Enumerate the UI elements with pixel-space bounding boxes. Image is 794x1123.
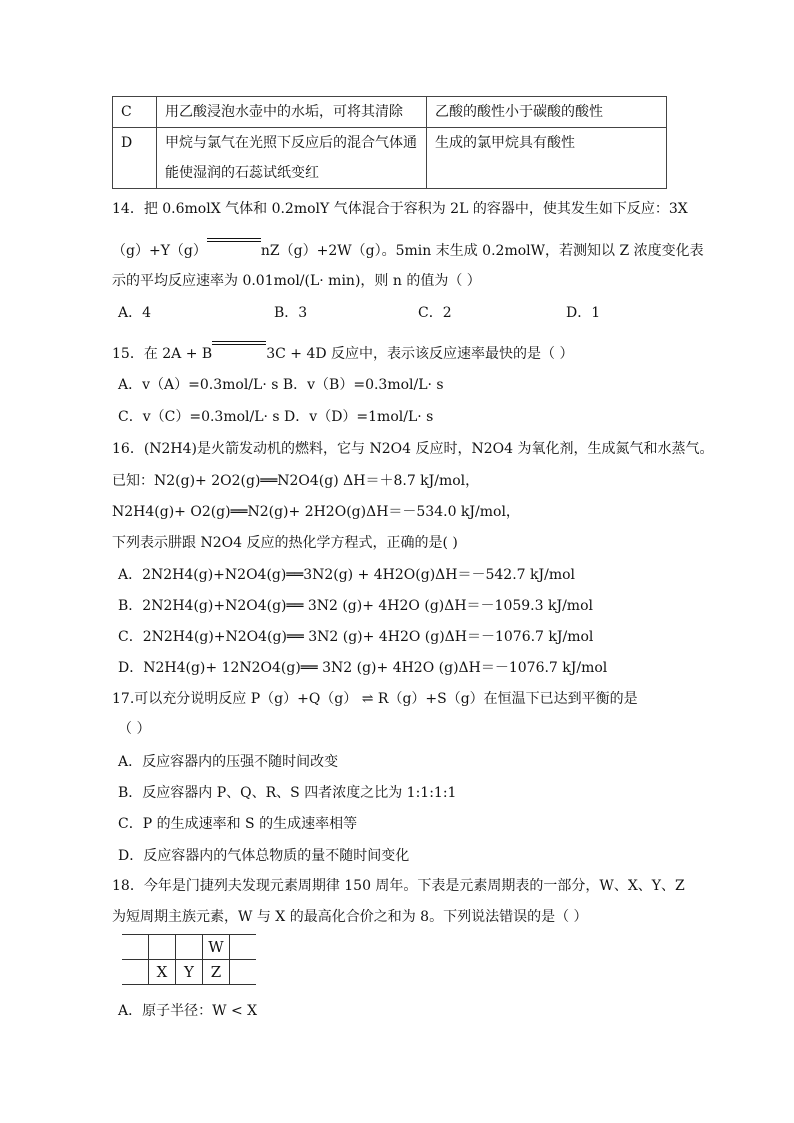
q16-option-d: D．N2H4(g)+ 12N2O4(g)══ 3N2 (g)+ 4H2O (g)ΔH＝－1076.7 kJ/mol [118, 660, 608, 676]
q14-option-c: C．2 [418, 305, 452, 321]
q17-option-a: A．反应容器内的压强不随时间改变 [118, 754, 339, 770]
table-cell-operation: 用乙酸浸泡水壶中的水垢，可将其清除 [157, 97, 427, 128]
q17-option-c: C．P 的生成速率和 S 的生成速率相等 [118, 816, 358, 832]
q15-stem-left: 15．在 2A + B [112, 346, 213, 362]
operation-line: 能使湿润的石蕊试纸变红 [165, 165, 319, 181]
grid-cell: W [203, 935, 230, 960]
q15-options-row1: A．v（A）=0.3mol/L· s B．v（B）=0.3mol/L· s [118, 377, 444, 393]
grid-cell: Y [176, 960, 203, 985]
grid-cell [122, 935, 149, 960]
table-cell-conclusion: 生成的氯甲烷具有酸性 [427, 128, 667, 189]
q16-line2: 已知：N2(g)+ 2O2(g)══N2O4(g) ΔH＝＋8.7 kJ/mol， [112, 473, 480, 489]
q16-line3: N2H4(g)+ O2(g)══N2(g)+ 2H2O(g)ΔH＝－534.0 kJ/mol， [112, 504, 520, 520]
grid-cell [230, 960, 257, 985]
q18-option-a: A．原子半径：W < X [118, 1003, 258, 1019]
grid-cell [176, 935, 203, 960]
q18-line1: 18．今年是门捷列夫发现元素周期律 150 周年。下表是元素周期表的一部分，W、X、Y、Z [112, 878, 685, 894]
table-row [122, 935, 256, 960]
q17-stem: 17.可以充分说明反应 P（g）+Q（g） ⇌ R（g）+S（g）在恒温下已达到平衡的是 [112, 691, 638, 707]
table-cell-letter: D [113, 128, 157, 189]
q14-line2-right: nZ（g）+2W（g）。5min 末生成 0.2molW，若测知以 Z 浓度变化表 [260, 243, 704, 259]
q14-option-a: A．4 [118, 305, 152, 321]
q15-stem-right: 3C + 4D 反应中，表示该反应速率最快的是（ ） [266, 346, 574, 362]
options-table [112, 96, 667, 189]
q17-option-d: D．反应容器内的气体总物质的量不随时间变化 [118, 848, 410, 864]
table-cell-letter: C [113, 97, 157, 128]
q16-option-c: C．2N2H4(g)+N2O4(g)══ 3N2 (g)+ 4H2O (g)ΔH＝－1076.7 kJ/mol [118, 629, 594, 645]
grid-cell [149, 935, 176, 960]
q16-line4: 下列表示肼跟 N2O4 反应的热化学方程式，正确的是( ) [112, 535, 458, 551]
grid-cell: X [149, 960, 176, 985]
q18-line2: 为短周期主族元素，W 与 X 的最高化合价之和为 8。下列说法错误的是（ ） [112, 909, 588, 925]
table-row [113, 128, 667, 189]
q14-line2-left: （g）+Y（g） [112, 243, 207, 259]
grid-cell [122, 960, 149, 985]
grid-cell: Z [203, 960, 230, 985]
table-cell-conclusion: 乙酸的酸性小于碳酸的酸性 [427, 97, 667, 128]
periodic-table-fragment [122, 934, 256, 985]
operation-line: 甲烷与氯气在光照下反应后的混合气体通 [165, 135, 417, 151]
table-cell-operation [157, 128, 427, 189]
q17-option-b: B．反应容器内 P、Q、R、S 四者浓度之比为 1:1:1:1 [118, 785, 457, 801]
equals-sign-icon [212, 347, 266, 361]
equals-sign-icon [207, 244, 261, 258]
q16-option-a: A．2N2H4(g)+N2O4(g)══3N2(g) + 4H2O(g)ΔH＝－542.7 kJ/mol [118, 567, 576, 583]
q15-stem [112, 343, 573, 363]
q17-paren: （ ） [118, 721, 151, 737]
table-row [122, 960, 256, 985]
table-row [113, 97, 667, 128]
q16-line1: 16．(N2H4)是火箭发动机的燃料，它与 N2O4 反应时，N2O4 为氧化剂，生成氮气和水蒸气。 [112, 441, 714, 457]
q14-line3: 示的平均反应速率为 0.01mol/(L· min)，则 n 的值为（ ） [112, 273, 481, 289]
q14-line1: 14．把 0.6molX 气体和 0.2molY 气体混合于容积为 2L 的容器中，使其发生如下反应：3X [112, 201, 688, 217]
q14-option-b: B．3 [274, 305, 308, 321]
q16-option-b: B．2N2H4(g)+N2O4(g)══ 3N2 (g)+ 4H2O (g)ΔH＝－1059.3 kJ/mol [118, 598, 593, 614]
grid-cell [230, 935, 257, 960]
q14-line2 [112, 240, 704, 260]
q14-option-d: D．1 [566, 305, 601, 321]
q15-options-row2: C．v（C）=0.3mol/L· s D．v（D）=1mol/L· s [118, 409, 434, 425]
